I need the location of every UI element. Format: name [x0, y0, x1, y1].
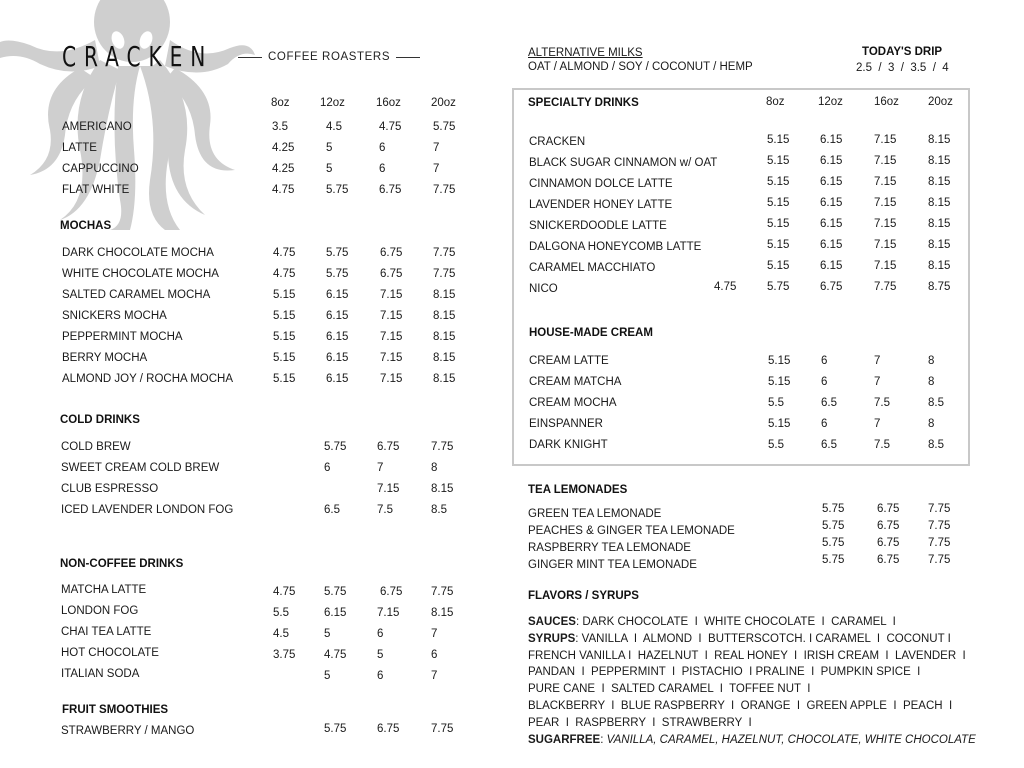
- price: 8.15: [433, 352, 456, 364]
- price: 4.5: [326, 121, 342, 133]
- menu-item-name: NICO: [529, 283, 558, 295]
- price: 8.15: [433, 310, 456, 322]
- section-title: NON-COFFEE DRINKS: [60, 558, 184, 570]
- price: 5.75: [324, 723, 347, 735]
- menu-item-name: CAPPUCCINO: [62, 163, 139, 175]
- price: 6: [377, 670, 384, 682]
- menu-item-name: COLD BREW: [61, 441, 131, 453]
- price: 6.75: [377, 441, 400, 453]
- menu-item-name: ICED LAVENDER LONDON FOG: [61, 504, 234, 516]
- price: 7.15: [380, 331, 403, 343]
- menu-item-name: BLACK SUGAR CINNAMON w/ OAT: [529, 157, 718, 169]
- price: 5.15: [767, 218, 790, 230]
- price: 8.5: [928, 397, 944, 409]
- price: 6.75: [877, 554, 900, 566]
- sugarfree-label: SUGARFREE: [528, 733, 601, 746]
- syrups-text: : VANILLA I ALMOND I BUTTERSCOTCH. I CARAMEL I COCONUT I: [575, 632, 951, 645]
- price: 8.15: [433, 373, 456, 385]
- price: 5: [324, 628, 331, 640]
- price: 6: [379, 142, 386, 154]
- price: 6.15: [326, 352, 349, 364]
- sauces-label: SAUCES: [528, 616, 576, 628]
- price: 3.75: [273, 649, 296, 661]
- price: 7.15: [380, 373, 403, 385]
- price: 5.75: [822, 554, 845, 566]
- price: 7.15: [874, 197, 897, 209]
- price: 5.75: [326, 268, 349, 280]
- menu-item-name: PEPPERMINT MOCHA: [62, 331, 183, 343]
- menu-item-name: CARAMEL MACCHIATO: [529, 262, 656, 274]
- menu-item-name: CHAI TEA LATTE: [61, 626, 152, 638]
- menu-item-name: RASPBERRY TEA LEMONADE: [528, 542, 691, 554]
- price: 5.75: [326, 247, 349, 259]
- price: 8: [431, 462, 438, 474]
- price: 6.15: [820, 260, 843, 272]
- syrups-line: PANDAN I PEPPERMINT I PISTACHIO I PRALINE I PUMPKIN SPICE I: [528, 666, 921, 679]
- menu-item-name: CINNAMON DOLCE LATTE: [529, 178, 673, 190]
- price: 7.75: [431, 723, 454, 735]
- price: 6.5: [821, 397, 837, 409]
- price: 8.15: [928, 239, 951, 251]
- price: 6.75: [380, 268, 403, 280]
- price: 3.5: [272, 121, 288, 133]
- price: 4.5: [273, 628, 289, 640]
- size-header-16oz: 16oz: [874, 96, 899, 108]
- price: 7.15: [380, 352, 403, 364]
- price: 4.75: [273, 586, 296, 598]
- price: 5.75: [433, 121, 456, 133]
- size-header-20oz: 20oz: [928, 96, 953, 108]
- price: 7.15: [377, 607, 400, 619]
- price: 5.15: [273, 373, 296, 385]
- price: 7: [874, 418, 881, 430]
- price: 7.75: [433, 247, 456, 259]
- menu-item-name: STRAWBERRY / MANGO: [61, 725, 195, 737]
- price: 6.15: [324, 607, 347, 619]
- price: 7.15: [377, 483, 400, 495]
- price: 4.75: [379, 121, 402, 133]
- section-title: FLAVORS / SYRUPS: [528, 590, 639, 602]
- price: 6: [821, 418, 828, 430]
- section-title: SPECIALTY DRINKS: [528, 97, 639, 109]
- syrups-label: SYRUPS: [528, 632, 576, 645]
- price: 6.75: [379, 184, 402, 196]
- section-title: TEA LEMONADES: [528, 484, 628, 496]
- price: 6.75: [877, 503, 900, 515]
- octopus-logo-icon: [0, 0, 260, 230]
- price: 7.75: [928, 554, 951, 566]
- price: 6.75: [877, 537, 900, 549]
- price: 5.15: [768, 376, 791, 388]
- price: 6: [821, 376, 828, 388]
- price: 7: [431, 670, 438, 682]
- section-title: COLD DRINKS: [60, 414, 140, 426]
- price: 8.75: [928, 281, 951, 293]
- menu-item-name: MATCHA LATTE: [61, 584, 147, 596]
- price: 6.75: [380, 586, 403, 598]
- price: 5.15: [273, 352, 296, 364]
- price: 5.15: [768, 418, 791, 430]
- price: 7.15: [874, 134, 897, 146]
- price: 8.15: [928, 176, 951, 188]
- menu-item-name: DARK KNIGHT: [529, 439, 608, 451]
- menu-item-name: CRACKEN: [529, 136, 586, 148]
- price: 4.75: [324, 649, 347, 661]
- price: 5.15: [273, 289, 296, 301]
- price: 7.15: [874, 239, 897, 251]
- syrups-line: BLACKBERRY I BLUE RASPBERRY I ORANGE I GREEN APPLE I PEACH I: [528, 699, 953, 712]
- alt-milks-options: OAT / ALMOND / SOY / COCONUT / HEMP: [528, 61, 753, 73]
- divider: [238, 57, 262, 58]
- price: 8.15: [928, 218, 951, 230]
- brand-title: CRACKEN: [62, 40, 214, 73]
- menu-item-name: FLAT WHITE: [62, 184, 130, 196]
- price: 8.5: [431, 504, 447, 516]
- menu-item-name: ITALIAN SODA: [61, 668, 140, 680]
- menu-item-name: HOT CHOCOLATE: [61, 647, 159, 659]
- price: 7.15: [874, 218, 897, 230]
- price: 5.75: [324, 441, 347, 453]
- price: 8.15: [928, 155, 951, 167]
- price: 6: [377, 628, 384, 640]
- price: 5.5: [273, 607, 289, 619]
- price: 7.15: [380, 289, 403, 301]
- price: 5.15: [767, 155, 790, 167]
- size-header-8oz: 8oz: [271, 97, 290, 109]
- size-header-12oz: 12oz: [818, 96, 843, 108]
- menu-item-name: DALGONA HONEYCOMB LATTE: [529, 241, 702, 253]
- price: 7: [431, 628, 438, 640]
- price: 4.75: [273, 268, 296, 280]
- price: 5.15: [767, 260, 790, 272]
- price: 8.15: [431, 607, 454, 619]
- menu-item-name: LONDON FOG: [61, 605, 139, 617]
- price: 8.5: [928, 439, 944, 451]
- menu-item-name: CLUB ESPRESSO: [61, 483, 159, 495]
- price: 5.15: [767, 176, 790, 188]
- menu-item-name: SWEET CREAM COLD BREW: [61, 462, 220, 474]
- price: 6.75: [877, 520, 900, 532]
- menu-item-name: DARK CHOCOLATE MOCHA: [62, 247, 214, 259]
- price: 5.15: [273, 310, 296, 322]
- price: 7.75: [928, 520, 951, 532]
- price: 5.15: [767, 197, 790, 209]
- price: 5.15: [767, 134, 790, 146]
- price: 7.75: [431, 586, 454, 598]
- menu-item-name: GINGER MINT TEA LEMONADE: [528, 559, 697, 571]
- price: 7: [433, 163, 440, 175]
- brand-subtitle-text: COFFEE ROASTERS: [268, 51, 391, 63]
- price: 7.75: [928, 503, 951, 515]
- price: 5: [377, 649, 384, 661]
- price: 5: [324, 670, 331, 682]
- price-extra: 4.75: [714, 281, 737, 293]
- size-header-20oz: 20oz: [431, 97, 456, 109]
- menu-item-name: CREAM LATTE: [529, 355, 609, 367]
- todays-drip-prices: 2.5 / 3 / 3.5 / 4: [856, 62, 949, 74]
- price: 4.75: [272, 184, 295, 196]
- size-header-8oz: 8oz: [766, 96, 785, 108]
- price: 5.75: [324, 586, 347, 598]
- flavors-list: [528, 614, 1008, 748]
- price: 6.15: [820, 218, 843, 230]
- menu-item-name: SNICKERS MOCHA: [62, 310, 167, 322]
- price: 6: [324, 462, 331, 474]
- menu-item-name: WHITE CHOCOLATE MOCHA: [62, 268, 219, 280]
- price: 6: [431, 649, 438, 661]
- price: 6.15: [820, 134, 843, 146]
- price: 7.5: [874, 439, 890, 451]
- brand-subtitle: [232, 51, 426, 63]
- syrups-line: PEAR I RASPBERRY I STRAWBERRY I: [528, 716, 752, 729]
- price: 5.75: [326, 184, 349, 196]
- size-header-16oz: 16oz: [376, 97, 401, 109]
- price: 7.15: [380, 310, 403, 322]
- price: 6.5: [821, 439, 837, 451]
- menu-item-name: GREEN TEA LEMONADE: [528, 508, 662, 520]
- price: 8: [928, 355, 935, 367]
- price: 5.75: [822, 537, 845, 549]
- price: 7: [874, 376, 881, 388]
- price: 4.25: [272, 142, 295, 154]
- size-header-12oz: 12oz: [320, 97, 345, 109]
- price: 8.15: [433, 289, 456, 301]
- menu-item-name: SALTED CARAMEL MOCHA: [62, 289, 211, 301]
- price: 6.15: [820, 197, 843, 209]
- section-title: HOUSE-MADE CREAM: [529, 327, 653, 339]
- price: 5.15: [768, 355, 791, 367]
- price: 6.75: [377, 723, 400, 735]
- price: 6.5: [324, 504, 340, 516]
- price: 7: [874, 355, 881, 367]
- price: 8: [928, 418, 935, 430]
- price: 8.15: [928, 260, 951, 272]
- price: 6.15: [820, 176, 843, 188]
- syrups-line: PURE CANE I SALTED CARAMEL I TOFFEE NUT I: [528, 683, 811, 696]
- price: 5.5: [768, 439, 784, 451]
- menu-item-name: CREAM MATCHA: [529, 376, 622, 388]
- price: 7.75: [433, 268, 456, 280]
- price: 6.75: [380, 247, 403, 259]
- price: 4.75: [273, 247, 296, 259]
- price: 6: [821, 355, 828, 367]
- price: 5.15: [273, 331, 296, 343]
- syrups-line: [528, 631, 1008, 648]
- divider: [396, 57, 420, 58]
- price: 6: [379, 163, 386, 175]
- price: 7.15: [874, 260, 897, 272]
- price: 7.5: [377, 504, 393, 516]
- price: 6.15: [820, 239, 843, 251]
- price: 6.15: [820, 155, 843, 167]
- price: 5.75: [767, 281, 790, 293]
- price: 7: [433, 142, 440, 154]
- price: 8.15: [431, 483, 454, 495]
- price: 7: [377, 462, 384, 474]
- price: 5.75: [822, 503, 845, 515]
- price: 4.25: [272, 163, 295, 175]
- sauces-text: : DARK CHOCOLATE I WHITE CHOCOLATE I CARAMEL I: [575, 616, 896, 628]
- section-title: FRUIT SMOOTHIES: [62, 704, 169, 716]
- price: 5.15: [767, 239, 790, 251]
- price: 6.15: [326, 310, 349, 322]
- price: 5.75: [822, 520, 845, 532]
- menu-item-name: BERRY MOCHA: [62, 352, 148, 364]
- price: 8.15: [433, 331, 456, 343]
- menu-item-name: PEACHES & GINGER TEA LEMONADE: [528, 525, 735, 537]
- alt-milks-title: ALTERNATIVE MILKS: [528, 47, 643, 59]
- menu-item-name: LATTE: [62, 142, 97, 154]
- sugarfree-text: VANILLA, CARAMEL, HAZELNUT, CHOCOLATE, WHITE CHOCOLATE: [606, 733, 976, 746]
- sauces-line: [528, 614, 1008, 631]
- syrups-line: FRENCH VANILLA I HAZELNUT I REAL HONEY I IRISH CREAM I LAVENDER I: [528, 649, 966, 662]
- price: 5: [326, 163, 333, 175]
- menu-item-name: AMERICANO: [62, 121, 132, 133]
- price: 7.15: [874, 155, 897, 167]
- price: 7.75: [874, 281, 897, 293]
- menu-item-name: CREAM MOCHA: [529, 397, 617, 409]
- price: 7.15: [874, 176, 897, 188]
- price: 6.15: [326, 373, 349, 385]
- menu-item-name: ALMOND JOY / ROCHA MOCHA: [62, 373, 234, 385]
- price: 8.15: [928, 197, 951, 209]
- todays-drip-title: TODAY'S DRIP: [862, 46, 943, 58]
- price: 8.15: [928, 134, 951, 146]
- price: 7.75: [928, 537, 951, 549]
- menu-item-name: EINSPANNER: [529, 418, 603, 430]
- price: 5.5: [768, 397, 784, 409]
- menu-item-name: LAVENDER HONEY LATTE: [529, 199, 673, 211]
- menu-item-name: SNICKERDOODLE LATTE: [529, 220, 667, 232]
- price: 6.15: [326, 331, 349, 343]
- price: 7.5: [874, 397, 890, 409]
- price: 5: [326, 142, 333, 154]
- price: 8: [928, 376, 935, 388]
- sugarfree-line: SUGARFREE: VANILLA, CARAMEL, HAZELNUT, CHOCOLATE, WHITE CHOCOLATE: [528, 733, 976, 746]
- price: 7.75: [431, 441, 454, 453]
- price: 6.15: [326, 289, 349, 301]
- price: 7.75: [433, 184, 456, 196]
- section-title: MOCHAS: [60, 220, 112, 232]
- price: 6.75: [820, 281, 843, 293]
